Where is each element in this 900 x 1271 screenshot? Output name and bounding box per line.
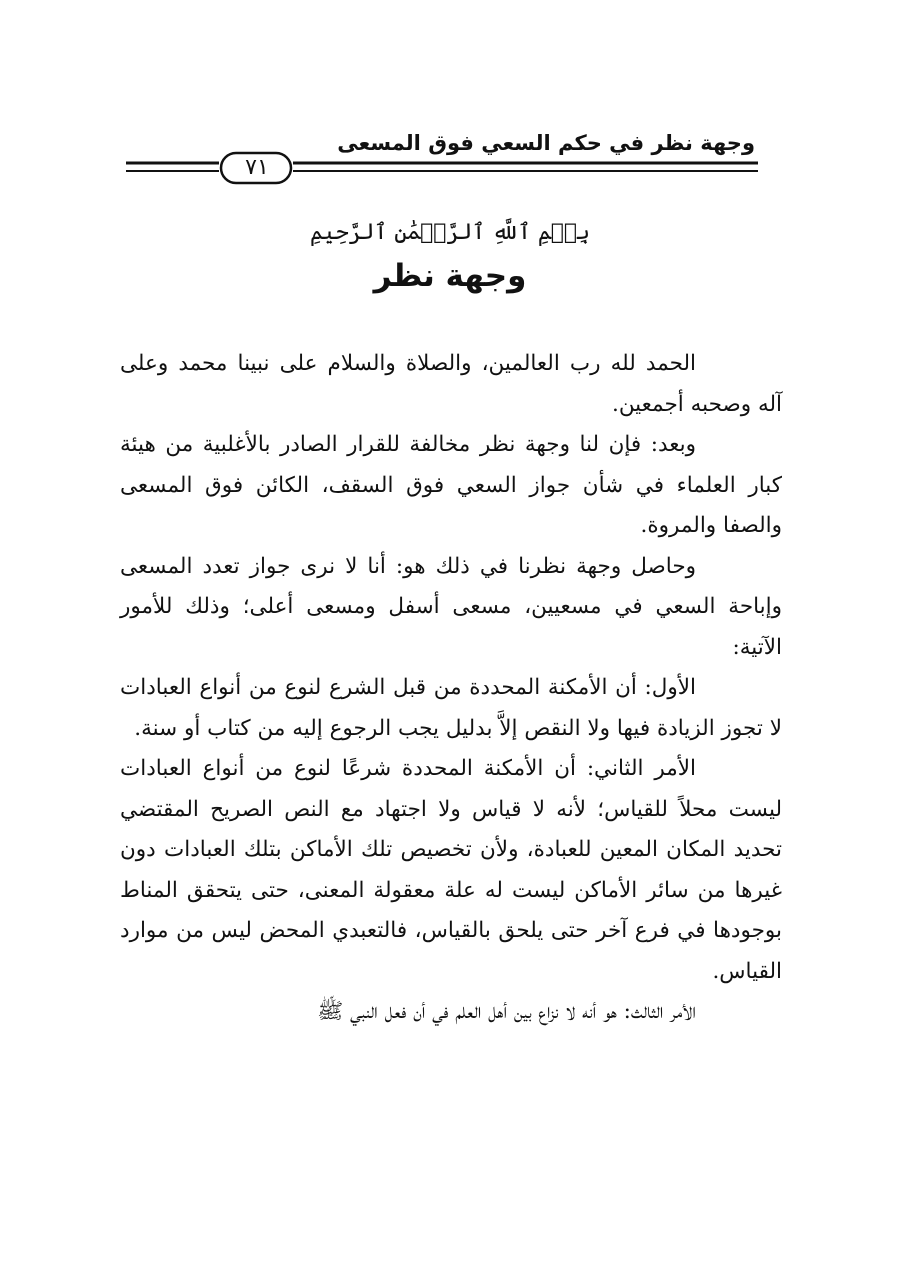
paragraph-second-point: الأمر الثاني: أن الأمكنة المحددة شرعًا لنوع من أنواع العبادات ليست محلاً للقياس؛ لأنه لا قياس ولا اجتهاد مع النص الصريح المقتضي تحديد المكان المعين للعبادة، ولأن تخصيص تلك الأماكن بتلك العبادات دون غيرها من سائر الأماكن ليست له علة معقولة المعنى، حتى يتحقق المناط بوجودها في فرع آخر حتى يلحق بالقياس، فالتعبدي المحض ليس من موارد القياس. (120, 756, 782, 984)
paragraph-first-point: الأول: أن الأمكنة المحددة من قبل الشرع لنوع من أنواع العبادات لا تجوز الزيادة فيها ولا النقص إلاَّ بدليل يجب الرجوع إليه من كتاب أو سنة. (120, 675, 782, 741)
body-text (120, 344, 782, 1033)
paragraph-summary: وحاصل وجهة نظرنا في ذلك هو: أنا لا نرى جواز تعدد المسعى وإباحة السعي في مسعيين، مسعى أسفل ومسعى أعلى؛ وذلك للأمور الآتية: (120, 553, 782, 660)
header-rule-lines (126, 148, 758, 190)
basmala: بِسۡمِ ٱللَّهِ ٱلرَّحۡمَٰنِ ٱلرَّحِيمِ (309, 220, 591, 245)
paragraph-introduction: وبعد: فإن لنا وجهة نظر مخالفة للقرار الصادر بالأغلبية من هيئة كبار العلماء في شأن جواز السعي فوق السقف، الكائن فوق المسعى والصفا والمروة. (120, 432, 782, 538)
paragraph-third-point: الأمر الثالث: هو أنه لا نزاع بين أهل العلم في أن فعل النبي ﷺ (317, 999, 696, 1024)
paragraph-opening-praise: الحمد لله رب العالمين، والصلاة والسلام على نبينا محمد وعلى آله وصحبه أجمعين. (120, 351, 782, 417)
running-header-title: وجهة نظر في حكم السعي فوق المسعى (337, 131, 755, 155)
page-number: ٧١ (245, 155, 269, 180)
page-title: وجهة نظر (373, 258, 527, 294)
header-rule (126, 148, 758, 190)
